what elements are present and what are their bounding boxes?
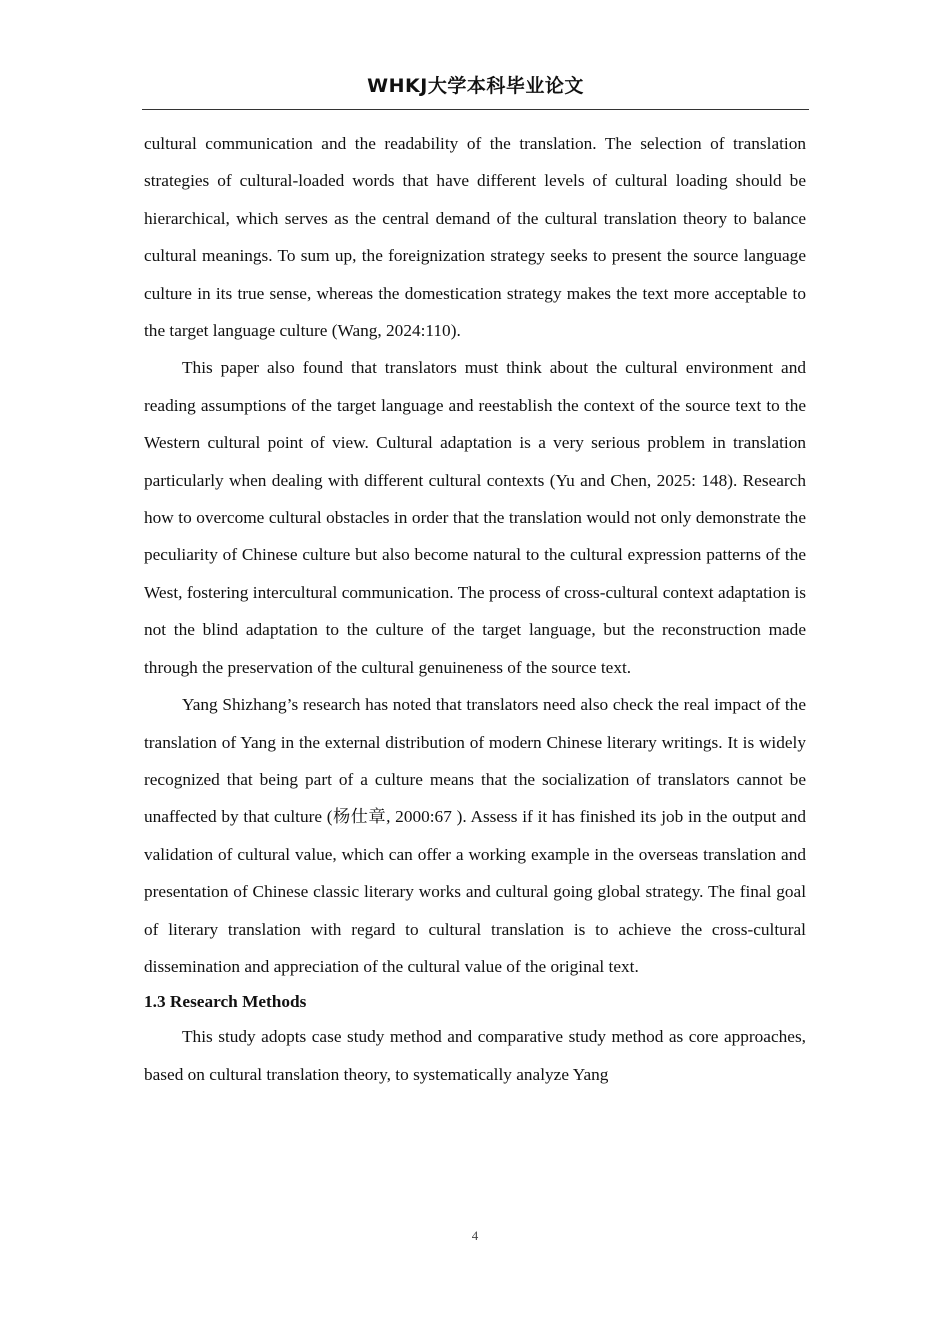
- paragraph-yang-shizhang: Yang Shizhang’s research has noted that translators need also check the real impact of the translation of Yang in the external distribution of modern Chinese literary writings. It is widely recognized that being part of a culture means that the socialization of translators cannot be unaffected by that culture (杨仕章, 2000:67 ). Assess if it has finished its job in the output and validation of cultural value, which can offer a working example in the overseas translation and presentation of Chinese classic literary works and cultural going global strategy. The final goal of literary translation with regard to cultural translation is to achieve the cross-cultural dissemination and appreciation of the cultural value of the original text.: [144, 695, 806, 976]
- page-header: [142, 72, 809, 110]
- body-text: [144, 125, 806, 1093]
- header-title: WHKJ大学本科毕业论文: [367, 75, 584, 97]
- section-heading-research-methods: 1.3 Research Methods: [144, 992, 307, 1012]
- paragraph-research-methods: This study adopts case study method and comparative study method as core approaches, based on cultural translation theory, to systematically analyze Yang: [144, 1027, 806, 1084]
- paragraph-continued: cultural communication and the readability of the translation. The selection of translation strategies of cultural-loaded words that have different levels of cultural loading should be hierarchical, which serves as the central demand of the cultural translation theory to balance cultural meanings. To sum up, the foreignization strategy seeks to present the source language culture in its true sense, whereas the domestication strategy makes the text more acceptable to the target language culture (Wang, 2024:110).: [144, 134, 806, 341]
- page-number: 4: [471, 1228, 479, 1243]
- paragraph-cultural-adaptation: This paper also found that translators must think about the cultural environment and reading assumptions of the target language and reestablish the context of the source text to the Western cultural point of view. Cultural adaptation is a very serious problem in translation particularly when dealing with different cultural contexts (Yu and Chen, 2025: 148). Research how to overcome cultural obstacles in order that the translation would not only demonstrate the peculiarity of Chinese culture but also become natural to the cultural expression patterns of the West, fostering intercultural communication. The process of cross-cultural context adaptation is not the blind adaptation to the culture of the target language, but the reconstruction made through the preservation of the cultural genuineness of the source text.: [144, 358, 806, 677]
